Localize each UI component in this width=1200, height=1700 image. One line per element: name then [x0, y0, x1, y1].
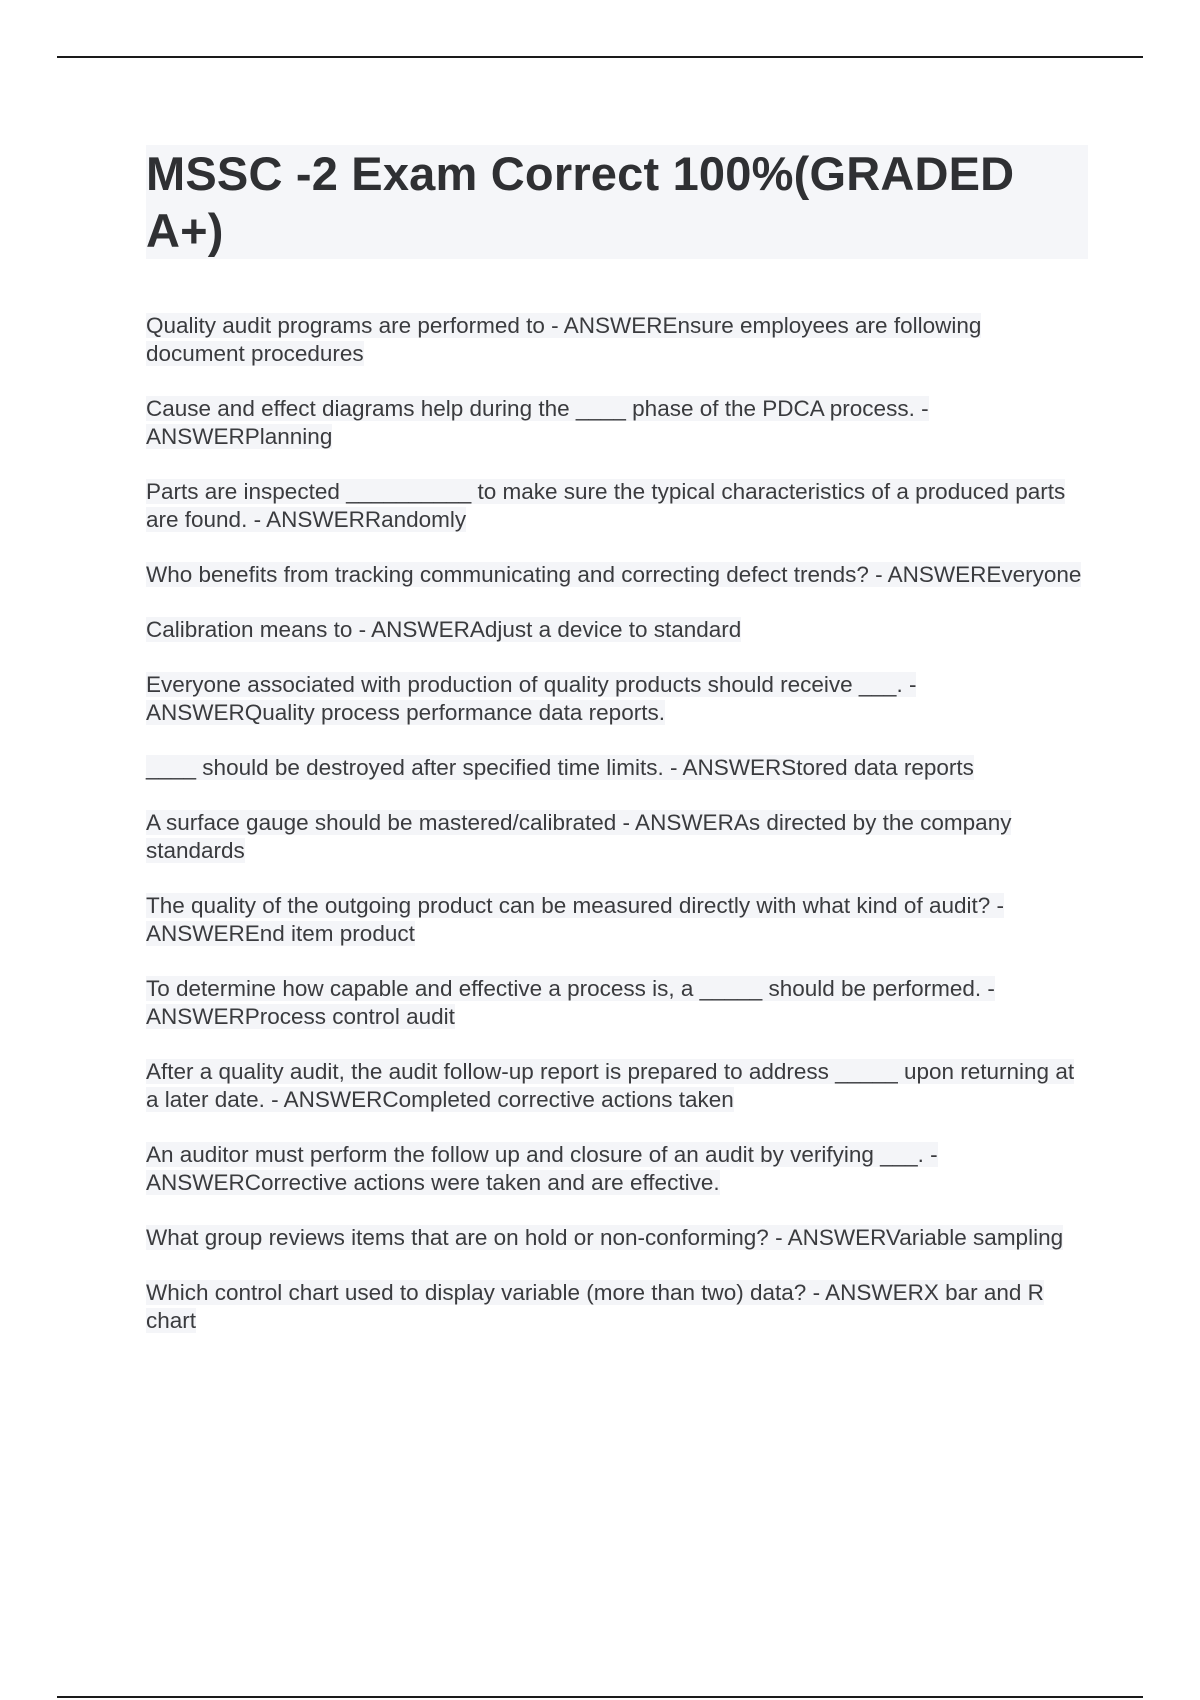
qa-item: [146, 312, 1086, 368]
qa-item: [146, 892, 1086, 948]
qa-text: Cause and effect diagrams help during the ____ phase of the PDCA process. - ANSWERPlanning: [146, 396, 929, 449]
qa-text: ____ should be destroyed after specified time limits. - ANSWERStored data reports: [146, 755, 974, 780]
page-title: MSSC -2 Exam Correct 100%(GRADED A+): [146, 147, 1015, 257]
qa-item: [146, 809, 1086, 865]
qa-list: [146, 312, 1086, 1362]
qa-text: A surface gauge should be mastered/calibrated - ANSWERAs directed by the company standards: [146, 810, 1012, 863]
qa-text: Calibration means to - ANSWERAdjust a device to standard: [146, 617, 742, 642]
qa-item: [146, 478, 1086, 534]
qa-item: [146, 616, 1086, 644]
title-block: [146, 145, 1088, 259]
qa-text: To determine how capable and effective a process is, a _____ should be performed. - ANSWERProcess control audit: [146, 976, 995, 1029]
qa-text: Which control chart used to display variable (more than two) data? - ANSWERX bar and R chart: [146, 1280, 1044, 1333]
qa-text: After a quality audit, the audit follow-up report is prepared to address _____ upon returning at a later date. - ANSWERCompleted corrective actions taken: [146, 1059, 1075, 1112]
qa-item: [146, 561, 1086, 589]
qa-item: [146, 671, 1086, 727]
qa-text: Parts are inspected __________ to make sure the typical characteristics of a produced parts are found. - ANSWERRandomly: [146, 479, 1066, 532]
qa-item: [146, 754, 1086, 782]
footer-rule: [57, 1696, 1143, 1698]
qa-text: An auditor must perform the follow up and closure of an audit by verifying ___. - ANSWERCorrective actions were taken and are effective.: [146, 1142, 938, 1195]
qa-text: What group reviews items that are on hold or non-conforming? - ANSWERVariable sampling: [146, 1225, 1064, 1250]
qa-item: [146, 975, 1086, 1031]
qa-item: [146, 395, 1086, 451]
header-rule: [57, 56, 1143, 58]
qa-text: Everyone associated with production of quality products should receive ___. - ANSWERQuality process performance data reports.: [146, 672, 917, 725]
qa-text: Who benefits from tracking communicating and correcting defect trends? - ANSWEREveryone: [146, 562, 1082, 587]
qa-item: [146, 1141, 1086, 1197]
qa-item: [146, 1058, 1086, 1114]
qa-text: The quality of the outgoing product can be measured directly with what kind of audit? - ANSWEREnd item product: [146, 893, 1004, 946]
qa-item: [146, 1224, 1086, 1252]
qa-item: [146, 1279, 1086, 1335]
qa-text: Quality audit programs are performed to - ANSWEREnsure employees are following document procedures: [146, 313, 982, 366]
